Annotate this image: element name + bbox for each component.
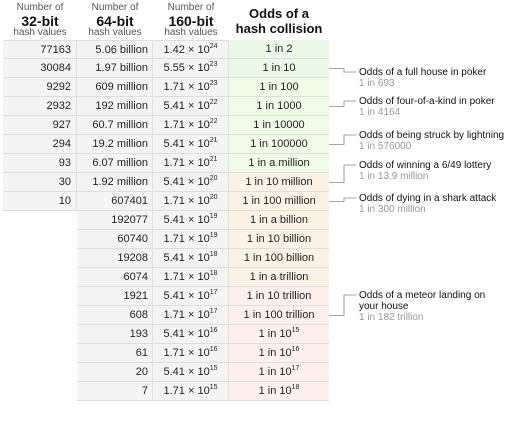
header-odds-line2: hash collision <box>235 20 323 36</box>
cell-160bit-base: 5.41 × 10 <box>163 138 210 150</box>
cell-32bit: 2932 <box>3 97 77 116</box>
header-64bit-title: 64-bit <box>96 12 134 29</box>
leader-line <box>329 135 356 145</box>
cell-160bit-base: 5.41 × 10 <box>163 214 210 226</box>
cell-64bit: 1921 <box>77 287 153 306</box>
annotation-odds: 1 in 4164 <box>359 107 401 118</box>
cell-odds-base: 1 in 10000 <box>253 119 305 131</box>
cell-odds-base: 1 in 10 billion <box>246 233 312 245</box>
cell-160bit-exponent: 18 <box>209 251 218 258</box>
cell-64bit: 193 <box>77 325 153 344</box>
cell-64bit: 5.06 billion <box>77 40 153 59</box>
cell-odds-base: 1 in 100 <box>259 81 299 93</box>
cell-160bit-exponent: 19 <box>209 213 218 220</box>
cell-odds-base: 1 in 2 <box>265 43 293 55</box>
cell-64bit: 19208 <box>77 249 153 268</box>
annotation-odds: 1 in 693 <box>359 78 395 89</box>
cell-odds-base: 1 in 100 billion <box>243 252 315 264</box>
annotation-title: Odds of winning a 6/49 lottery <box>359 160 492 171</box>
leader-line <box>329 165 356 183</box>
cell-odds-exponent: 17 <box>291 365 300 372</box>
cell-odds-base: 1 in 1000 <box>256 100 302 112</box>
cell-odds-base: 1 in 10 <box>258 385 292 397</box>
cell-odds-base: 1 in a billion <box>249 214 309 226</box>
header-160bit-top: Number of <box>167 2 215 13</box>
header-160bit-title: 160-bit <box>168 12 214 29</box>
cell-64bit: 60.7 million <box>77 116 153 135</box>
header-64bit-top: Number of <box>91 2 139 13</box>
cell-32bit: 294 <box>3 135 77 154</box>
cell-160bit-base: 1.71 × 10 <box>163 271 210 283</box>
cell-32bit: 30 <box>3 173 77 192</box>
leader-line <box>329 198 356 202</box>
cell-160bit-base: 5.55 × 10 <box>163 62 210 74</box>
cell-160bit-base: 1.71 × 10 <box>163 233 210 245</box>
header-32bit-bottom: hash values <box>13 27 67 39</box>
cell-160bit-exponent: 24 <box>209 43 218 50</box>
cell-odds-base: 1 in 10 <box>258 347 292 359</box>
cell-64bit: 192 million <box>77 97 153 116</box>
cell-160bit-exponent: 20 <box>209 175 218 182</box>
header-64bit-bottom: hash values <box>88 27 142 39</box>
cell-odds-base: 1 in 10 million <box>245 176 313 188</box>
cell-160bit-base: 1.71 × 10 <box>163 157 210 169</box>
cell-odds-base: 1 in 100 million <box>242 195 316 207</box>
cell-160bit-exponent: 19 <box>209 232 218 239</box>
cell-32bit: 30084 <box>3 59 77 78</box>
annotation-title: Odds of a meteor landing on your house <box>359 290 486 312</box>
header-32bit-title: 32-bit <box>21 12 59 29</box>
cell-64bit: 608 <box>77 306 153 325</box>
cell-64bit: 19.2 million <box>77 135 153 154</box>
cell-160bit-base: 1.71 × 10 <box>163 385 210 397</box>
header-odds-line1: Odds of a <box>249 6 309 21</box>
cell-160bit-base: 5.41 × 10 <box>163 328 210 340</box>
cell-160bit-base: 1.71 × 10 <box>163 81 210 93</box>
annotation-title: Odds of being struck by lightning <box>359 130 505 141</box>
cell-160bit-exponent: 16 <box>209 327 218 334</box>
cell-32bit: 77163 <box>3 40 77 59</box>
cell-160bit-base: 5.41 × 10 <box>163 100 210 112</box>
cell-64bit: 60740 <box>77 230 153 249</box>
cell-64bit: 6074 <box>77 268 153 287</box>
header-160bit-bottom: hash values <box>164 27 218 39</box>
cell-64bit: 20 <box>77 363 153 382</box>
cell-160bit-exponent: 15 <box>209 365 218 372</box>
cell-odds-base: 1 in 10 <box>258 366 292 378</box>
header-32bit-top: Number of <box>16 2 64 13</box>
cell-odds-exponent: 16 <box>291 346 300 353</box>
cell-64bit: 607401 <box>77 192 153 211</box>
cell-160bit-exponent: 21 <box>209 137 218 144</box>
cell-160bit-exponent: 16 <box>209 346 218 353</box>
cell-64bit: 609 million <box>77 78 153 97</box>
cell-160bit-exponent: 22 <box>209 99 218 106</box>
cell-160bit-base: 5.41 × 10 <box>163 366 210 378</box>
cell-32bit: 10 <box>3 192 77 211</box>
cell-160bit-base: 5.41 × 10 <box>163 176 210 188</box>
cell-64bit: 192077 <box>77 211 153 230</box>
cell-160bit-exponent: 18 <box>209 270 218 277</box>
cell-160bit-base: 1.71 × 10 <box>163 195 210 207</box>
cell-odds-base: 1 in 10 <box>262 62 296 74</box>
cell-64bit: 1.92 million <box>77 173 153 192</box>
cell-odds-base: 1 in 10 trillion <box>246 290 312 302</box>
annotation-title: Odds of a full house in poker <box>359 67 487 78</box>
cell-32bit: 927 <box>3 116 77 135</box>
annotation-odds: 1 in 182 trillion <box>359 312 424 323</box>
cell-64bit: 61 <box>77 344 153 363</box>
cell-160bit-base: 5.41 × 10 <box>163 252 210 264</box>
cell-160bit-exponent: 22 <box>209 118 218 125</box>
cell-odds-base: 1 in 100000 <box>250 138 308 150</box>
cell-64bit: 6.07 million <box>77 154 153 173</box>
cell-32bit: 93 <box>3 154 77 173</box>
cell-160bit-exponent: 17 <box>209 289 218 296</box>
cell-64bit: 7 <box>77 382 153 401</box>
annotation-odds: 1 in 13.9 million <box>359 171 429 182</box>
cell-odds-exponent: 15 <box>291 327 300 334</box>
cell-160bit-exponent: 23 <box>209 80 218 87</box>
cell-odds-base: 1 in 10 <box>258 328 292 340</box>
leader-line <box>329 69 356 73</box>
annotation-odds: 1 in 300 million <box>359 204 426 215</box>
cell-64bit: 1.97 billion <box>77 59 153 78</box>
cell-160bit-base: 1.71 × 10 <box>163 347 210 359</box>
cell-160bit-base: 1.71 × 10 <box>163 119 210 131</box>
cell-160bit-exponent: 21 <box>209 156 218 163</box>
cell-160bit-exponent: 15 <box>209 384 218 391</box>
cell-160bit-exponent: 17 <box>209 308 218 315</box>
cell-odds-base: 1 in a trillion <box>249 271 309 283</box>
cell-odds-base: 1 in a million <box>248 157 310 169</box>
cell-odds-base: 1 in 100 trillion <box>243 309 315 321</box>
cell-160bit-base: 1.71 × 10 <box>163 309 210 321</box>
cell-160bit-base: 5.41 × 10 <box>163 290 210 302</box>
annotation-title: Odds of four-of-a-kind in poker <box>359 96 495 107</box>
annotation-odds: 1 in 576000 <box>359 141 412 152</box>
annotation-title: Odds of dying in a shark attack <box>359 193 497 204</box>
cell-160bit-exponent: 23 <box>209 61 218 68</box>
cell-160bit-base: 1.42 × 10 <box>163 44 210 56</box>
leader-line <box>329 101 356 107</box>
leader-line <box>329 295 356 316</box>
cell-odds-exponent: 18 <box>291 384 300 391</box>
cell-32bit: 9292 <box>3 78 77 97</box>
cell-160bit-exponent: 20 <box>209 194 218 201</box>
